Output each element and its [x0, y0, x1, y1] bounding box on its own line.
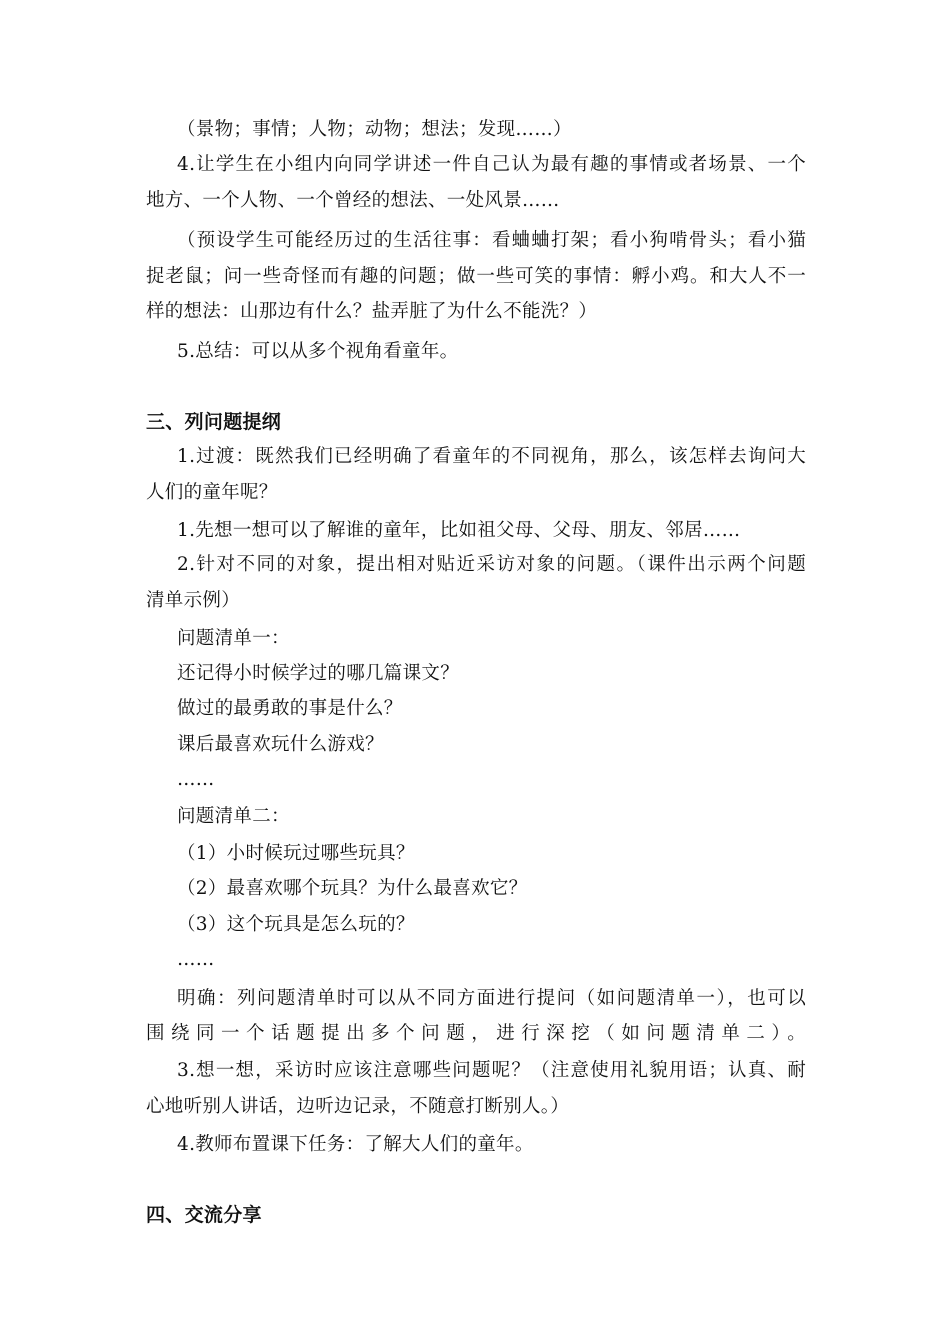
text-line-summary: 5.总结：可以从多个视角看童年。: [177, 341, 459, 362]
text-line-list-two-title: 问题清单二：: [177, 806, 290, 827]
text-line-list-one-q3: 课后最喜欢玩什么游戏？: [177, 734, 384, 755]
text-line-list-one-q1: 还记得小时候学过的哪几篇课文？: [177, 663, 460, 684]
text-line-preset-1: （预设学生可能经历过的生活往事：看蛐蛐打架；看小狗啃骨头；看小猫: [177, 230, 806, 251]
text-line-interview-2: 心地听别人讲话，边听边记录，不随意打断别人。）: [146, 1096, 570, 1117]
text-line-assignment: 4.教师布置课下任务：了解大人们的童年。: [177, 1134, 534, 1155]
text-line-observation-list: （景物；事情；人物；动物；想法；发现……）: [177, 119, 572, 140]
text-line-transition-2: 人们的童年呢？: [146, 482, 278, 503]
section-heading-outline: 三、列问题提纲: [146, 411, 282, 433]
text-line-preset-3: 样的想法：山那边有什么？盐弄脏了为什么不能洗？）: [146, 301, 598, 322]
text-line-preset-2: 捉老鼠；问一些奇怪而有趣的问题；做一些可笑的事情：孵小鸡。和大人不一: [146, 266, 806, 287]
text-line-step4-end: 地方、一个人物、一个曾经的想法、一处风景……: [146, 190, 560, 211]
section-heading-sharing: 四、交流分享: [146, 1204, 262, 1226]
text-line-questions-1: 2.针对不同的对象，提出相对贴近采访对象的问题。（课件出示两个问题: [177, 554, 806, 575]
text-line-interview-1: 3.想一想，采访时应该注意哪些问题呢？（注意使用礼貌用语；认真、耐: [177, 1060, 806, 1081]
text-line-list-two-q3: （3）这个玩具是怎么玩的？: [177, 914, 415, 935]
text-line-list-one-q2: 做过的最勇敢的事是什么？: [177, 698, 403, 719]
text-line-think-whom: 1.先想一想可以了解谁的童年，比如祖父母、父母、朋友、邻居……: [177, 520, 741, 541]
text-line-transition-1: 1.过渡：既然我们已经明确了看童年的不同视角，那么，该怎样去询问大: [177, 446, 806, 467]
text-line-list-two-q2: （2）最喜欢哪个玩具？为什么最喜欢它？: [177, 878, 528, 899]
text-line-clarify-2: 围绕同一个话题提出多个问题，进行深挖（如问题清单二）。: [146, 1023, 806, 1044]
text-line-clarify-1: 明确：列问题清单时可以从不同方面进行提问（如问题清单一），也可以: [177, 988, 806, 1009]
text-line-ellipsis-2: ……: [177, 949, 215, 970]
text-line-list-one-title: 问题清单一：: [177, 628, 290, 649]
text-line-ellipsis-1: ……: [177, 769, 215, 790]
text-line-list-two-q1: （1）小时候玩过哪些玩具？: [177, 843, 415, 864]
text-line-step4-start: 4.让学生在小组内向同学讲述一件自己认为最有趣的事情或者场景、一个: [177, 154, 806, 175]
text-line-questions-2: 清单示例）: [146, 590, 241, 611]
